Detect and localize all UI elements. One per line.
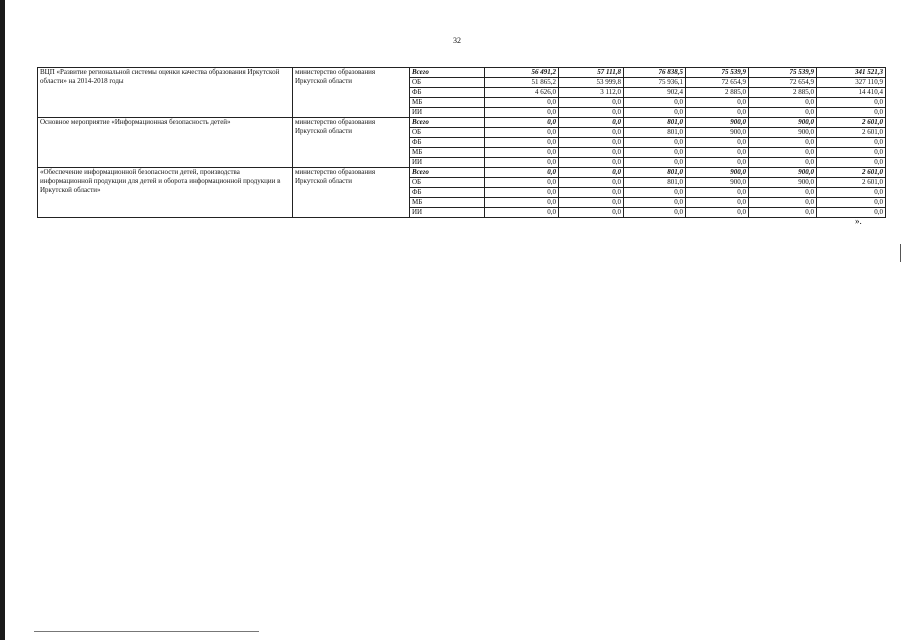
amount-cell: 0,0 [749, 98, 817, 108]
table-row [38, 68, 886, 78]
amount-cell: 801,0 [624, 118, 686, 128]
amount-cell: 0,0 [485, 208, 559, 218]
amount-cell: 900,0 [749, 178, 817, 188]
amount-cell: 900,0 [686, 128, 749, 138]
funding-source-cell: ИИ [410, 158, 485, 168]
amount-cell: 900,0 [749, 118, 817, 128]
amount-cell: 0,0 [559, 158, 624, 168]
funding-source-cell: ИИ [410, 108, 485, 118]
funding-source-cell: ФБ [410, 138, 485, 148]
amount-cell: 0,0 [485, 178, 559, 188]
amount-cell: 0,0 [749, 148, 817, 158]
amount-cell: 900,0 [749, 128, 817, 138]
funding-source-cell: МБ [410, 148, 485, 158]
amount-cell: 51 865,2 [485, 78, 559, 88]
amount-cell: 72 654,9 [749, 78, 817, 88]
amount-cell: 0,0 [485, 198, 559, 208]
amount-cell: 2 885,0 [686, 88, 749, 98]
amount-cell: 4 626,0 [485, 88, 559, 98]
responsible-executor-cell: министерство образования Иркутской области [293, 68, 410, 118]
amount-cell: 0,0 [686, 208, 749, 218]
footnote-rule [34, 631, 259, 632]
amount-cell: 2 601,0 [817, 168, 886, 178]
amount-cell: 0,0 [749, 208, 817, 218]
amount-cell: 75 539,9 [749, 68, 817, 78]
amount-cell: 902,4 [624, 88, 686, 98]
scan-left-edge [0, 0, 5, 640]
amount-cell: 0,0 [817, 108, 886, 118]
amount-cell: 56 491,2 [485, 68, 559, 78]
amount-cell: 0,0 [485, 188, 559, 198]
funding-source-cell: ИИ [410, 208, 485, 218]
amount-cell: 76 838,5 [624, 68, 686, 78]
responsible-executor-cell: министерство образования Иркутской области [293, 118, 410, 168]
amount-cell: 0,0 [686, 188, 749, 198]
amount-cell: 900,0 [686, 168, 749, 178]
amount-cell: 0,0 [624, 138, 686, 148]
amount-cell: 0,0 [559, 118, 624, 128]
amount-cell: 0,0 [817, 158, 886, 168]
amount-cell: 0,0 [485, 158, 559, 168]
amount-cell: 0,0 [686, 108, 749, 118]
amount-cell: 0,0 [686, 148, 749, 158]
amount-cell: 0,0 [559, 178, 624, 188]
amount-cell: 0,0 [624, 158, 686, 168]
amount-cell: 341 521,3 [817, 68, 886, 78]
amount-cell: 0,0 [559, 198, 624, 208]
amount-cell: 0,0 [686, 158, 749, 168]
amount-cell: 0,0 [559, 128, 624, 138]
funding-source-cell: ФБ [410, 88, 485, 98]
program-name-cell: ВЦП «Развитие региональной системы оценки качества образования Иркутской области» на 2014-2018 годы [38, 68, 293, 118]
amount-cell: 0,0 [624, 108, 686, 118]
funding-source-cell: Всего [410, 118, 485, 128]
funding-source-cell: МБ [410, 98, 485, 108]
amount-cell: 2 601,0 [817, 128, 886, 138]
amount-cell: 0,0 [817, 98, 886, 108]
amount-cell: 3 112,0 [559, 88, 624, 98]
table-row [38, 118, 886, 128]
amount-cell: 75 539,9 [686, 68, 749, 78]
amount-cell: 14 410,4 [817, 88, 886, 98]
amount-cell: 75 936,1 [624, 78, 686, 88]
amount-cell: 0,0 [485, 148, 559, 158]
funding-source-cell: МБ [410, 198, 485, 208]
amount-cell: 0,0 [749, 108, 817, 118]
funding-source-cell: Всего [410, 68, 485, 78]
amount-cell: 0,0 [559, 98, 624, 108]
amount-cell: 900,0 [686, 118, 749, 128]
amount-cell: 0,0 [485, 98, 559, 108]
amount-cell: 57 111,8 [559, 68, 624, 78]
amount-cell: 0,0 [485, 118, 559, 128]
amount-cell: 2 885,0 [749, 88, 817, 98]
amount-cell: 0,0 [485, 108, 559, 118]
funding-source-cell: ОБ [410, 78, 485, 88]
amount-cell: 900,0 [686, 178, 749, 188]
scan-right-mark [900, 244, 901, 262]
funding-source-cell: ОБ [410, 178, 485, 188]
budget-table [37, 67, 886, 218]
responsible-executor-cell: министерство образования Иркутской области [293, 168, 410, 218]
funding-source-cell: ОБ [410, 128, 485, 138]
amount-cell: 0,0 [624, 148, 686, 158]
amount-cell: 0,0 [624, 188, 686, 198]
amount-cell: 0,0 [686, 138, 749, 148]
amount-cell: 0,0 [624, 198, 686, 208]
amount-cell: 53 999,8 [559, 78, 624, 88]
amount-cell: 0,0 [559, 148, 624, 158]
amount-cell: 0,0 [749, 138, 817, 148]
amount-cell: 801,0 [624, 168, 686, 178]
amount-cell: 2 601,0 [817, 118, 886, 128]
amount-cell: 0,0 [749, 188, 817, 198]
amount-cell: 0,0 [624, 208, 686, 218]
amount-cell: 0,0 [686, 198, 749, 208]
amount-cell: 0,0 [559, 108, 624, 118]
amount-cell: 0,0 [485, 138, 559, 148]
amount-cell: 0,0 [559, 168, 624, 178]
amount-cell: 2 601,0 [817, 178, 886, 188]
page-number: 32 [453, 36, 461, 45]
amount-cell: 0,0 [485, 128, 559, 138]
amount-cell: 801,0 [624, 178, 686, 188]
amount-cell: 801,0 [624, 128, 686, 138]
amount-cell: 900,0 [749, 168, 817, 178]
funding-source-cell: Всего [410, 168, 485, 178]
amount-cell: 0,0 [485, 168, 559, 178]
table-body [38, 68, 886, 218]
table-row [38, 168, 886, 178]
amount-cell: 0,0 [559, 138, 624, 148]
amount-cell: 327 110,9 [817, 78, 886, 88]
amount-cell: 0,0 [749, 198, 817, 208]
amount-cell: 0,0 [817, 148, 886, 158]
funding-source-cell: ФБ [410, 188, 485, 198]
amount-cell: 0,0 [817, 188, 886, 198]
amount-cell: 0,0 [817, 198, 886, 208]
program-name-cell: Основное мероприятие «Информационная безопасность детей» [38, 118, 293, 168]
amount-cell: 0,0 [817, 138, 886, 148]
amount-cell: 0,0 [559, 188, 624, 198]
amount-cell: 0,0 [686, 98, 749, 108]
amount-cell: 0,0 [559, 208, 624, 218]
amount-cell: 0,0 [749, 158, 817, 168]
program-name-cell: «Обеспечение информационной безопасности детей, производства информационной продукции для детей и оборота информационной продукции в Иркутской области» [38, 168, 293, 218]
amount-cell: 0,0 [624, 98, 686, 108]
amount-cell: 72 654,9 [686, 78, 749, 88]
amount-cell: 0,0 [817, 208, 886, 218]
closing-quote-mark: ». [855, 216, 862, 226]
